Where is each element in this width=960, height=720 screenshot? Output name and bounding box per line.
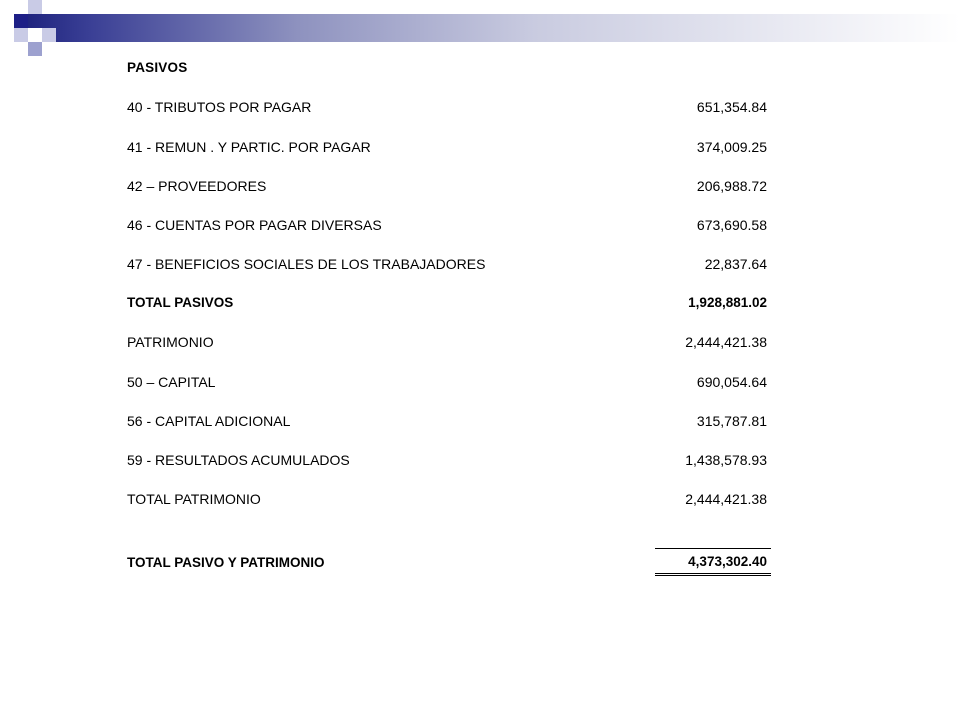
statement-row-total-patrimonio xyxy=(127,489,767,509)
statement-row-total-pasivos xyxy=(127,293,767,313)
balance-statement xyxy=(127,58,767,570)
statement-row-cuentas-diversas xyxy=(127,215,767,235)
header-square-decoration xyxy=(0,14,14,28)
statement-row-capital xyxy=(127,372,767,392)
statement-row-beneficios xyxy=(127,254,767,274)
row-label: TOTAL PASIVOS xyxy=(127,295,234,310)
row-value: 651,354.84 xyxy=(696,99,767,115)
row-label: 40 - TRIBUTOS POR PAGAR xyxy=(127,99,312,115)
row-value: 374,009.25 xyxy=(696,139,767,155)
row-label: 41 - REMUN . Y PARTIC. POR PAGAR xyxy=(127,139,371,155)
row-label: 56 - CAPITAL ADICIONAL xyxy=(127,413,291,429)
row-label: 47 - BENEFICIOS SOCIALES DE LOS TRABAJADORES xyxy=(127,256,486,272)
statement-row-resultados xyxy=(127,450,767,470)
row-value: 2,444,421.38 xyxy=(685,491,767,507)
row-label: 42 – PROVEEDORES xyxy=(127,178,267,194)
header-gradient-bar xyxy=(14,14,960,42)
row-value: 206,988.72 xyxy=(696,178,767,194)
row-value: 22,837.64 xyxy=(704,256,767,272)
grand-total-label: TOTAL PASIVO Y PATRIMONIO xyxy=(127,555,325,570)
header-square-decoration xyxy=(42,28,56,42)
header-square-decoration xyxy=(14,28,28,42)
row-label: PATRIMONIO xyxy=(127,334,214,350)
row-label: 59 - RESULTADOS ACUMULADOS xyxy=(127,452,350,468)
statement-row-patrimonio xyxy=(127,332,767,352)
header-square-decoration xyxy=(28,28,42,42)
row-value: 2,444,421.38 xyxy=(685,334,767,350)
row-label: TOTAL PATRIMONIO xyxy=(127,491,261,507)
header-square-decoration xyxy=(14,14,28,28)
header-square-decoration xyxy=(28,42,42,56)
row-value: 690,054.64 xyxy=(696,374,767,390)
grand-total-underline xyxy=(655,548,771,576)
row-value: 673,690.58 xyxy=(696,217,767,233)
row-label: 50 – CAPITAL xyxy=(127,374,216,390)
row-label: 46 - CUENTAS POR PAGAR DIVERSAS xyxy=(127,217,382,233)
grand-total-row xyxy=(127,548,767,578)
grand-total-value: 4,373,302.40 xyxy=(688,554,767,569)
statement-row-proveedores xyxy=(127,176,767,196)
statement-row-capital-adicional xyxy=(127,411,767,431)
row-value: 1,928,881.02 xyxy=(688,295,767,310)
row-value: 1,438,578.93 xyxy=(685,452,767,468)
statement-row-tributos xyxy=(127,97,767,117)
statement-title: PASIVOS xyxy=(127,60,188,75)
row-value: 315,787.81 xyxy=(696,413,767,429)
statement-row-remuneraciones xyxy=(127,137,767,157)
header-square-decoration xyxy=(28,0,42,14)
